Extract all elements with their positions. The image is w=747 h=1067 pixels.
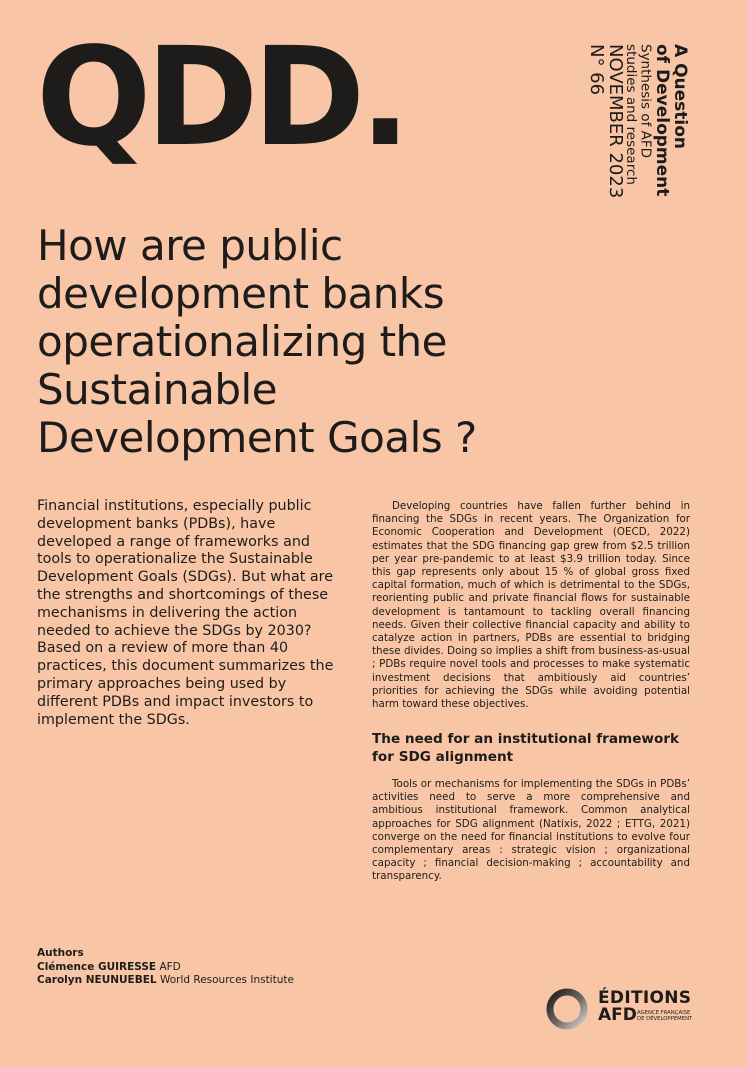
publisher-tagline: AGENCE FRANÇAISE DE DÉVELOPPEMENT xyxy=(637,1010,693,1022)
page-title: How are public development banks operationalizing the Sustainable Development Goals ? xyxy=(37,221,477,462)
section-heading: The need for an institutional framework for SDG alignment xyxy=(372,731,680,765)
series-title-line2: of Development xyxy=(652,44,673,197)
author-2 xyxy=(37,974,294,988)
body-paragraph-2: Tools or mechanisms for implementing the SDGs in PDBs’ activities need to serve a more comprehensive and ambitious institutional framework. Common analytical approaches for SDG alignment (Natixis, 2022 ; ETTG, 2021) converge on the need for financial institutions to evolve four complementary areas : strategic vision ; organizational capacity ; financial decision-making ; accountability and transparency. xyxy=(372,778,690,883)
lead-paragraph: Financial institutions, especially public development banks (PDBs), have developed a range of frameworks and tools to operationalize the Sustainable Development Goals (SDGs). But what are the strengths and shortcomings of these mechanisms in delivering the action needed to achieve the SDGs by 2030? Based on a review of more than 40 practices, this document summarizes the primary approaches being used by different PDBs and impact investors to implement the SDGs. xyxy=(37,498,334,728)
issue-date: NOVEMBER 2023 xyxy=(604,44,626,199)
publisher-line2: AFD xyxy=(598,1005,637,1025)
series-title-line1: A Question xyxy=(670,44,690,150)
issue-number: N° 66 xyxy=(586,44,608,96)
author-2-org: World Resources Institute xyxy=(159,974,294,986)
afd-ring-icon xyxy=(544,986,592,1032)
body-paragraph-1: Developing countries have fallen further behind in financing the SDGs in recent years. The Organization for Economic Cooperation and Development (OECD, 2022) estimates that the SDG financing gap grew from $2.5 trillion per year pre-pandemic to at least $3.9 trillion today. Since this gap represents only about 15 % of global gross fixed capital formation, much of which is detrimental to the SDGs, reorienting public and private financial flows for sustainable development is tantamount to tackling overall financing needs. Given their collective financial capacity and ability to catalyze action in partners, PDBs are essential to bridging these divides. Doing so implies a shift from business-as-usual ; PDBs require novel tools and processes to make systematic investment decisions that ambitiously aid countries’ priorities for achieving the SDGs while avoiding potential harm toward these objectives. xyxy=(372,500,690,711)
publisher-line1: ÉDITIONS xyxy=(598,988,692,1008)
series-subtitle-line1: Synthesis of AFD xyxy=(637,44,654,159)
author-1-name: Clémence GUIRESSE xyxy=(37,960,157,973)
body-column xyxy=(372,500,690,884)
editions-afd-logo xyxy=(544,986,694,1032)
series-info xyxy=(540,44,688,219)
author-2-name: Carolyn NEUNUEBEL xyxy=(37,974,157,986)
authors-block xyxy=(37,947,294,988)
qdd-logo: QDD. xyxy=(36,19,406,177)
author-1-org: AFD xyxy=(159,960,181,973)
author-1 xyxy=(37,961,294,975)
series-subtitle-line2: studies and research xyxy=(623,44,640,185)
authors-label: Authors xyxy=(37,947,84,959)
